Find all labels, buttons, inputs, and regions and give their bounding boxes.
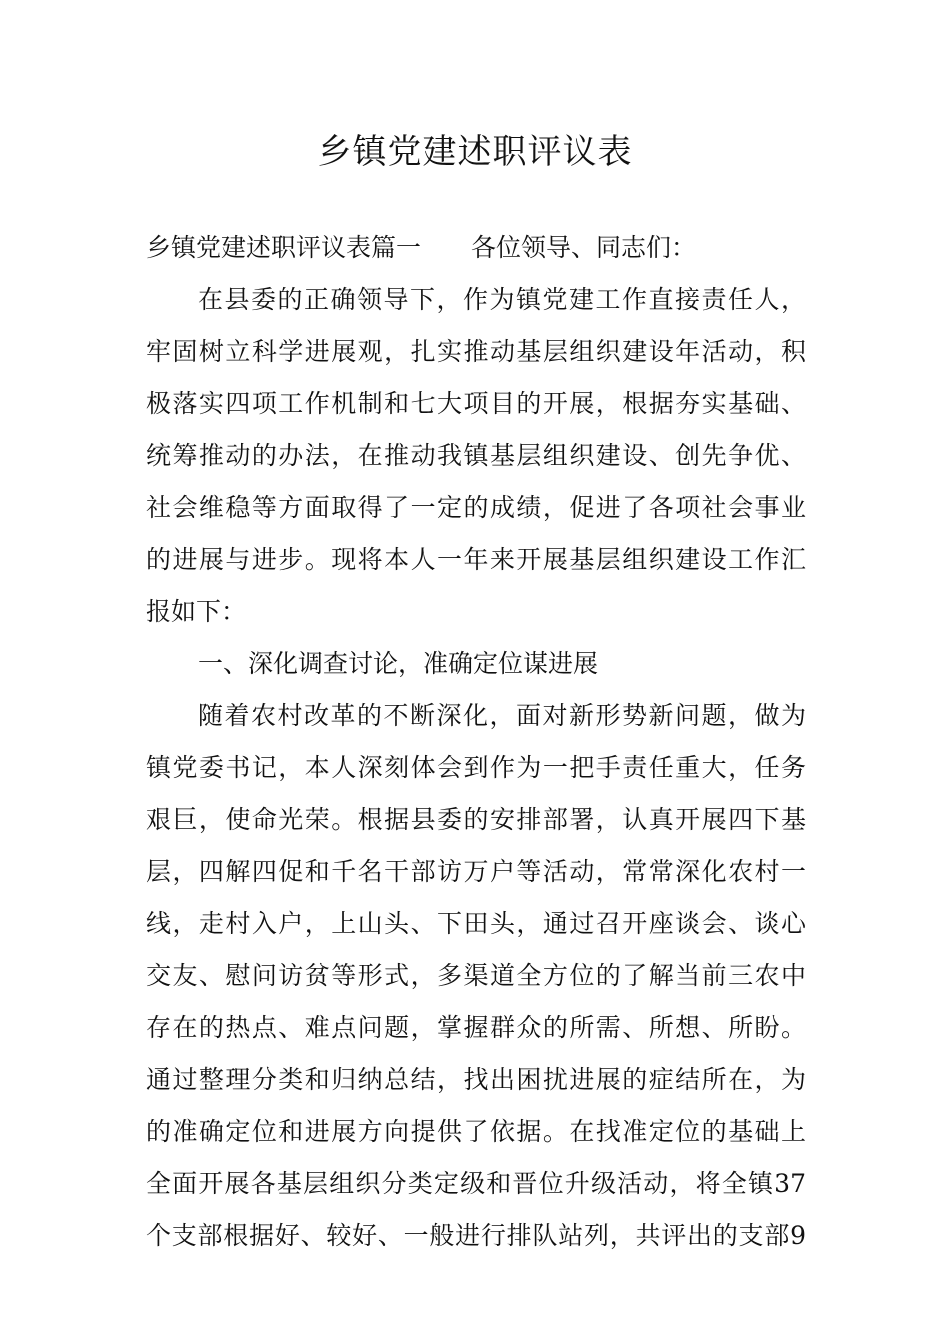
text-line: 报如下： [146,597,247,626]
text-line: 在县委的正确领导下，作为镇党建工作直接责任人， [198,285,806,314]
text-line: 通过整理分类和归纳总结，找出困扰进展的症结所在，为 [146,1065,806,1094]
text-line: 的准确定位和进展方向提供了依据。在找准定位的基础上 [146,1117,806,1146]
text-line: 随着农村改革的不断深化，面对新形势新问题，做为 [198,701,806,730]
text-line: 镇党委书记，本人深刻体会到作为一把手责任重大，任务 [146,753,806,782]
text-line: 统筹推动的办法，在推动我镇基层组织建设、创先争优、 [146,441,806,470]
text-line: 的进展与进步。现将本人一年来开展基层组织建设工作汇 [146,545,806,574]
text-line: 艰巨，使命光荣。根据县委的安排部署，认真开展四下基 [146,805,806,834]
text-line: 交友、慰问访贫等形式，多渠道全方位的了解当前三农中 [146,961,806,990]
text-line: 线，走村入户，上山头、下田头，通过召开座谈会、谈心 [146,909,806,938]
text-line: 存在的热点、难点问题，掌握群众的所需、所想、所盼。 [146,1013,806,1042]
text-line: 极落实四项工作机制和七大项目的开展，根据夯实基础、 [146,389,806,418]
text-line: 牢固树立科学进展观，扎实推动基层组织建设年活动，积 [146,337,806,366]
intro-line [146,222,806,274]
greeting: 各位领导、同志们： [471,233,697,262]
part-label: 乡镇党建述职评议表篇一 [146,233,422,262]
document-body [146,222,806,1262]
text-line: 全面开展各基层组织分类定级和晋位升级活动，将全镇37 [146,1169,806,1198]
text-line: 层，四解四促和千名干部访万户等活动，常常深化农村一 [146,857,806,886]
document-title: 乡镇党建述职评议表 [317,132,633,172]
paragraph-1 [146,274,806,638]
section-heading-1: 一、深化调查讨论，准确定位谋进展 [198,649,599,678]
paragraph-2 [146,690,806,1262]
text-line: 个支部根据好、较好、一般进行排队站列，共评出的支部9 [146,1221,806,1250]
text-line: 社会维稳等方面取得了一定的成绩，促进了各项社会事业 [146,493,806,522]
